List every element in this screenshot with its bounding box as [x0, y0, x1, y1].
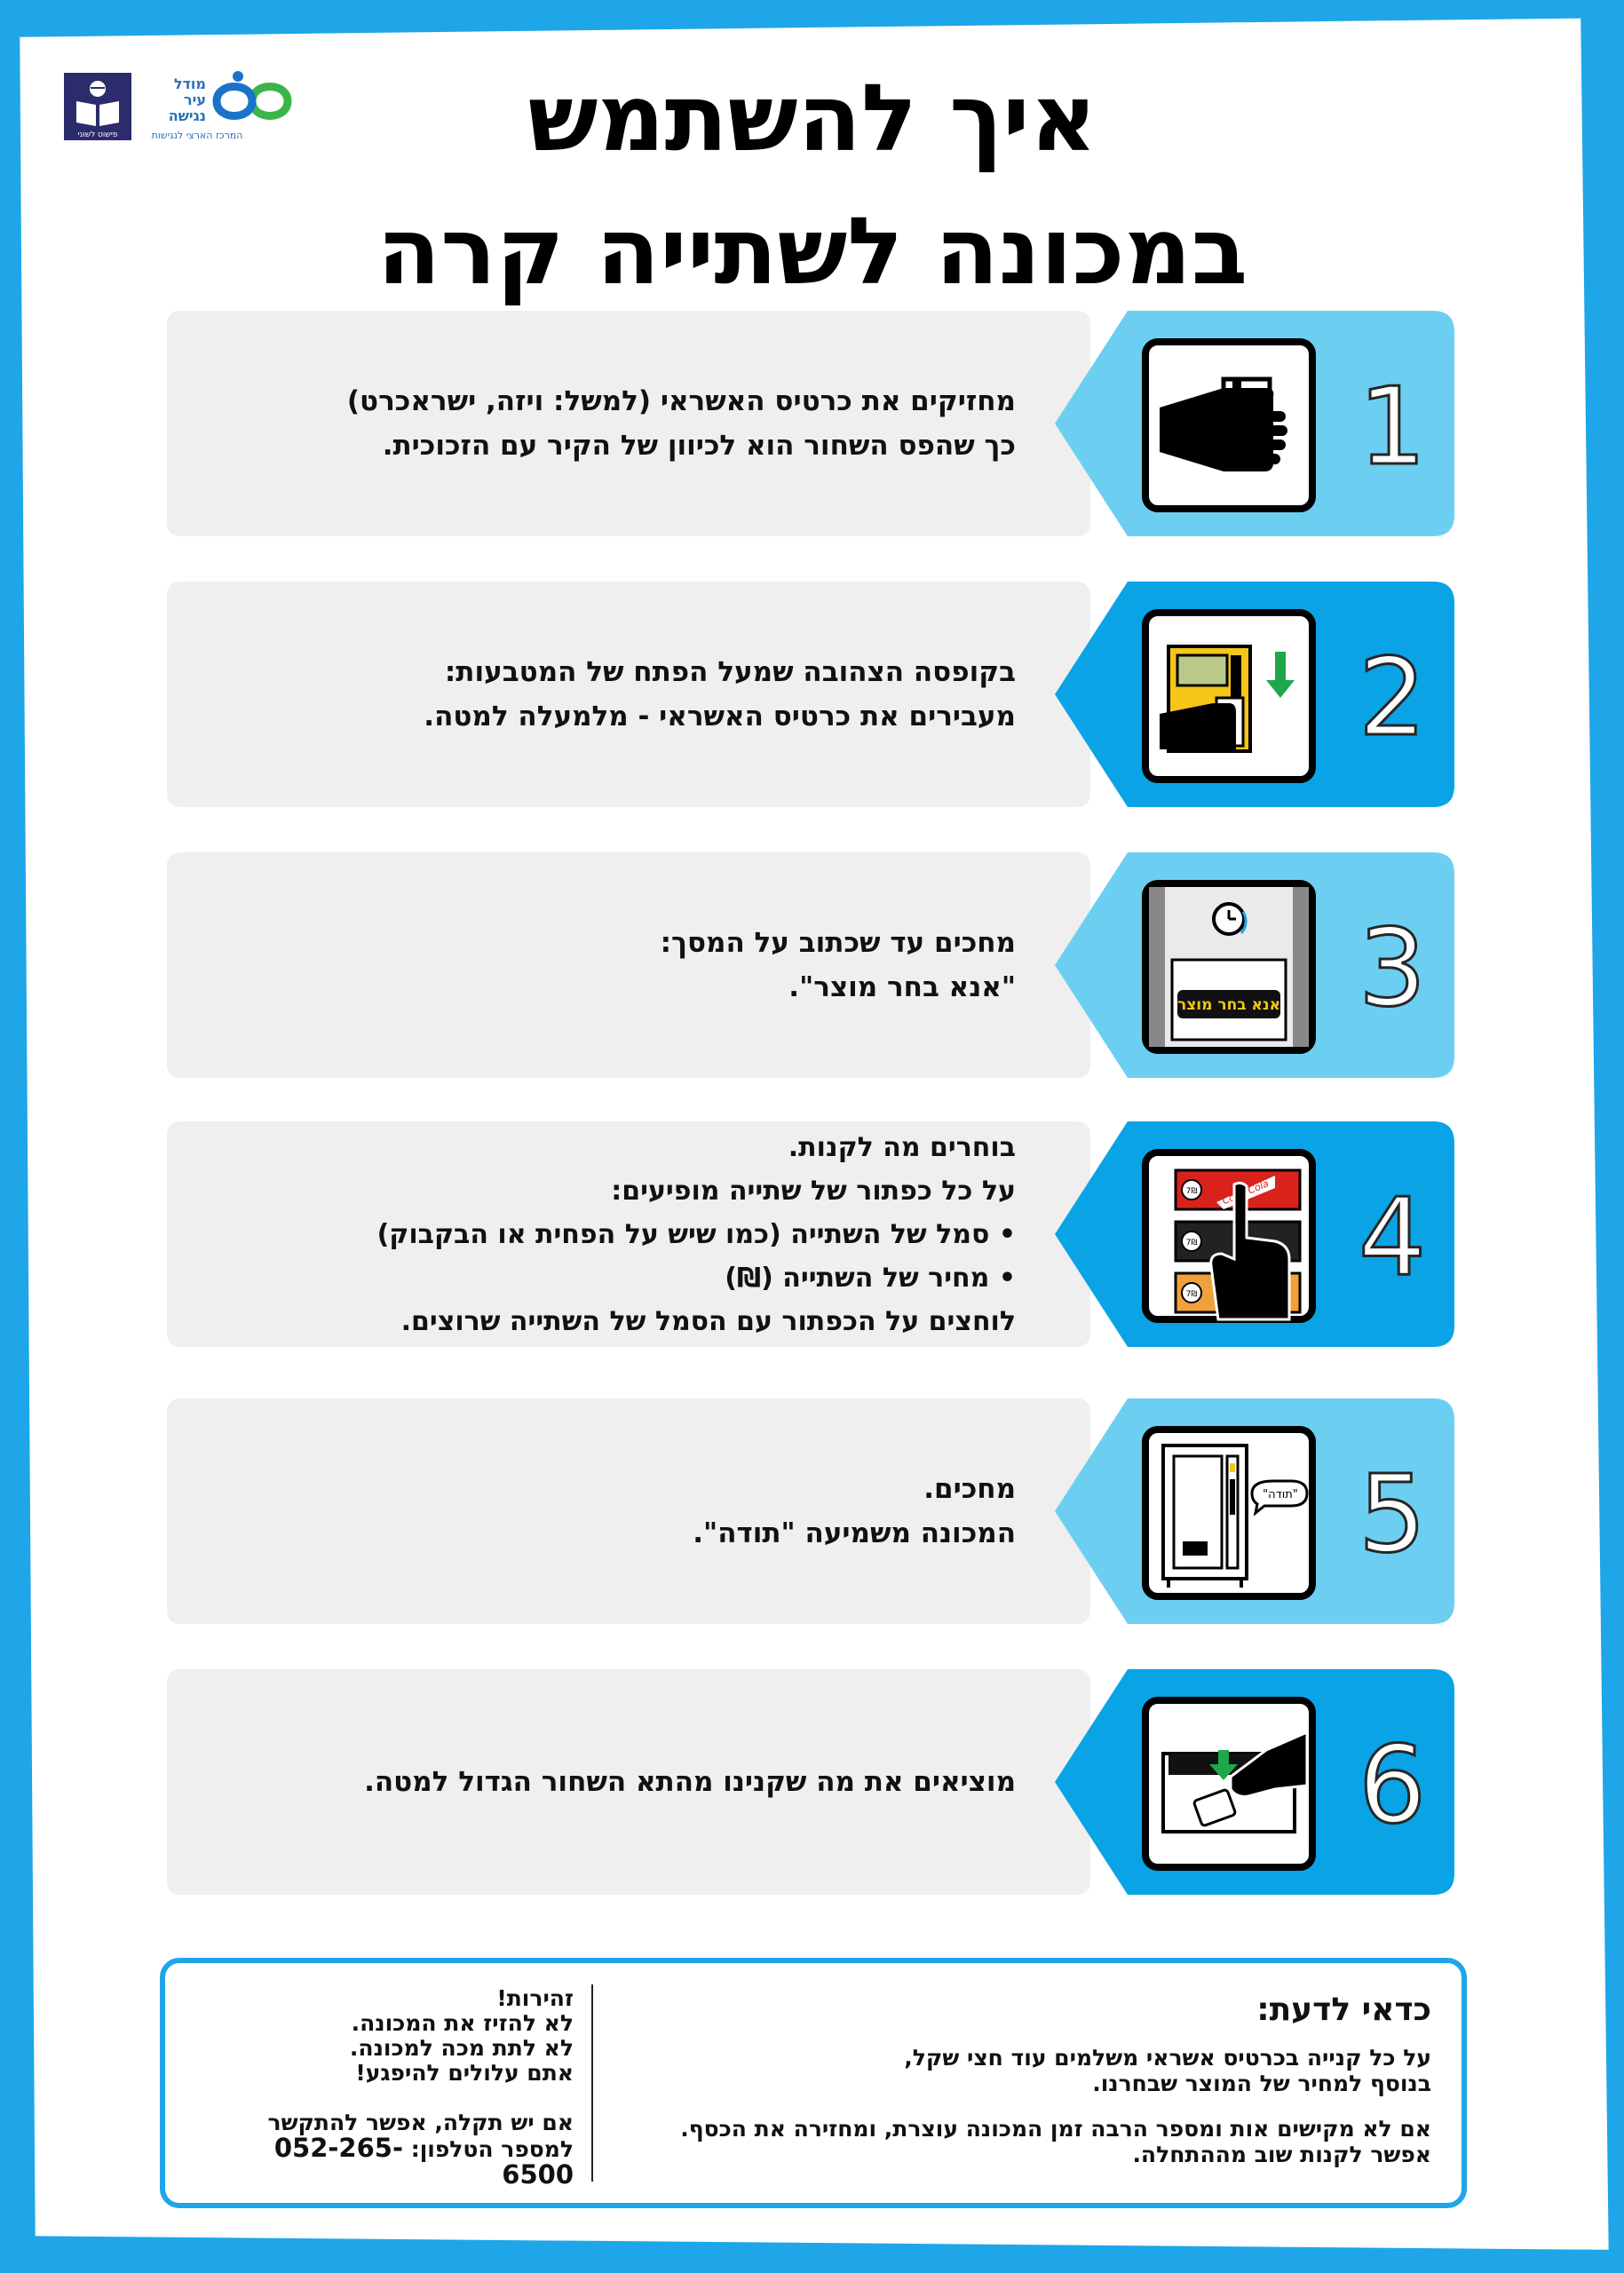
- step-3-textbox: [167, 852, 1090, 1078]
- collect-drink-icon: [1142, 1697, 1316, 1871]
- step-1-textbox: [167, 311, 1090, 536]
- step-6-textbox: [167, 1669, 1090, 1895]
- info-box: [160, 1958, 1467, 2208]
- price-label-3: 7₪: [1185, 1290, 1198, 1299]
- hand-holding-card-icon: [1142, 338, 1316, 512]
- step-5-textbox: [167, 1398, 1090, 1624]
- svg-text:1: 1: [1358, 366, 1427, 489]
- info-heading: כדאי לדעת:: [1256, 1992, 1431, 2028]
- org-name-3: נגישה: [168, 107, 206, 124]
- step-2-text: בקופסה הצהובה שמעל הפתח של המטבעות: מעבירים את כרטיס האשראי - מלמעלה למטה.: [424, 656, 1016, 733]
- org-subtitle: המרכז הארצי לנגישות: [151, 130, 243, 141]
- step-4-text: בוחרים מה לקנות. על כל כפתור של שתייה מופיעים: • סמל של השתייה (כמו שיש על הפחית או הבקבוק) • מחיר של השתייה (₪) לוחצים על הכפתור עם הסמל של השתייה שרוצים.: [376, 1131, 1016, 1337]
- info-paragraph-2: אם לא מקישים אות ומספר הרבה זמן המכונה עוצרת, ומחזירה את הכסף. אפשר לקנות שוב מההתחלה.: [680, 2116, 1431, 2167]
- step-number-1: [1339, 311, 1446, 536]
- step-1: [167, 311, 1454, 536]
- step-number-2: [1339, 582, 1446, 807]
- svg-text:3: 3: [1358, 907, 1427, 1031]
- title-line-1: איך להשתמש: [527, 64, 1097, 172]
- svg-text:2: 2: [1358, 637, 1427, 760]
- speech-text: "תודה": [1263, 1488, 1298, 1501]
- svg-text:6: 6: [1358, 1724, 1427, 1848]
- svg-text:4: 4: [1358, 1176, 1427, 1300]
- info-paragraph-1: על כל קנייה בכרטיס אשראי משלמים עוד חצי שקל, בנוסף למחיר של המוצר שבחרנו.: [904, 2045, 1431, 2096]
- info-divider: [591, 1984, 593, 2182]
- screen-prompt: אנא בחר מוצר: [1176, 996, 1281, 1014]
- title-line-2: במכונה לשתייה קרה: [376, 197, 1248, 305]
- step-4: [167, 1121, 1454, 1347]
- contact-text: [218, 2111, 574, 2189]
- price-label-1: 7₪: [1185, 1187, 1198, 1196]
- step-number-3: [1339, 852, 1446, 1078]
- card-reader-swipe-icon: [1142, 609, 1316, 783]
- vending-machine-speech-icon: [1142, 1426, 1316, 1600]
- step-3: [167, 852, 1454, 1078]
- org-name-1: מודל: [173, 75, 206, 92]
- screen-wait-icon: [1142, 880, 1316, 1054]
- step-number-6: [1339, 1669, 1446, 1895]
- page-title: [266, 51, 1359, 318]
- svg-text:5: 5: [1358, 1453, 1427, 1577]
- step-6-text: מוציאים את מה שקנינו מהתא השחור הגדול למטה.: [364, 1766, 1016, 1798]
- step-2: [167, 582, 1454, 807]
- phone-number[interactable]: 052-265-6500: [273, 2133, 574, 2190]
- contact-label: אם יש תקלה, אפשר להתקשר למספר הטלפון:: [267, 2110, 574, 2162]
- info-column: [614, 1988, 1431, 2167]
- price-label-2: 7₪: [1185, 1239, 1198, 1247]
- warning-text: זהירות! לא להזיז את המכונה. לא לתת מכה למכונה. אתם עלולים להיפגע!: [349, 1985, 574, 2086]
- warning-column: [218, 1986, 574, 2189]
- easy-read-caption: פישוט לשוני: [77, 131, 118, 139]
- step-number-4: [1339, 1121, 1446, 1347]
- org-name-2: עיר: [184, 91, 206, 108]
- step-1-text: מחזיקים את כרטיס האשראי (למשל: ויזה, ישראכרט) כך שהפס השחור הוא לכיוון של הקיר עם הזכוכית.: [346, 385, 1016, 462]
- drink-button-press-icon: [1142, 1149, 1316, 1323]
- step-5: [167, 1398, 1454, 1624]
- step-number-5: [1339, 1398, 1446, 1624]
- step-6: [167, 1669, 1454, 1895]
- step-3-text: מחכים עד שכתוב על המסך: "אנא בחר מוצר".: [660, 927, 1016, 1003]
- step-4-textbox: [167, 1121, 1090, 1347]
- step-5-text: מחכים. המכונה משמיעה "תודה".: [693, 1473, 1016, 1549]
- step-2-textbox: [167, 582, 1090, 807]
